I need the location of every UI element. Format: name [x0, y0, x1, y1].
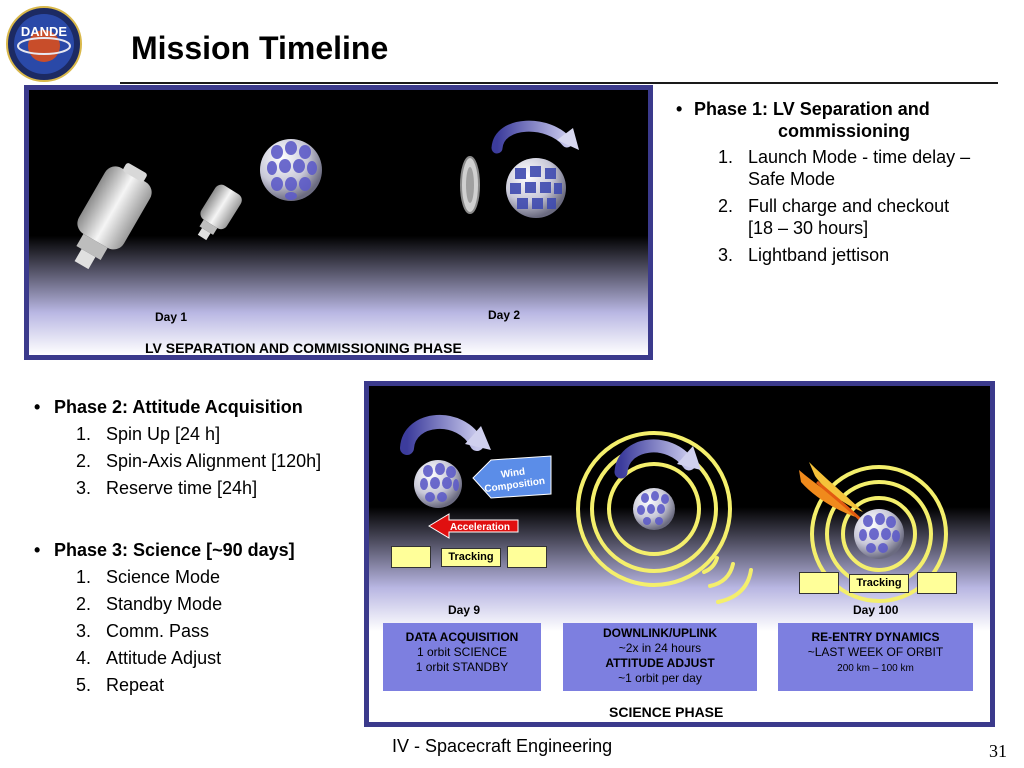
- dande-sphere-1: [260, 139, 322, 201]
- signal-waves-icon: [704, 558, 751, 602]
- science-phase-label: SCIENCE PHASE: [609, 704, 724, 720]
- dande-sphere-1: [414, 460, 462, 508]
- footer-text: IV - Spacecraft Engineering: [392, 736, 613, 756]
- day-100-label: Day 100: [853, 603, 899, 617]
- list-item: 3. Reserve time [24h]: [76, 478, 258, 498]
- phase-2-heading: Phase 2: Attitude Acquisition: [54, 397, 303, 417]
- list-item: 1. Launch Mode - time delay – Safe Mode: [718, 147, 971, 189]
- tracking-indicator-right: [507, 546, 547, 568]
- phase-1-heading-cont: commissioning: [778, 121, 911, 141]
- list-item: 1. Science Mode: [76, 567, 221, 587]
- list-item: 3. Lightband jettison: [718, 245, 890, 265]
- logo-text: DANDE: [20, 24, 68, 39]
- list-item: 1. Spin Up [24 h]: [76, 424, 221, 444]
- data-acquisition-box: DATA ACQUISITION 1 orbit SCIENCE 1 orbit STANDBY: [383, 623, 541, 691]
- dande-sphere-2: [506, 158, 566, 218]
- dande-logo: [4, 6, 84, 82]
- slide-title: Mission Timeline: [131, 30, 389, 66]
- dande-sphere-2: [633, 488, 675, 530]
- tracking-indicator-left: [799, 572, 839, 594]
- tracking-indicator-left: [391, 546, 431, 568]
- science-phase-panel: [364, 381, 995, 727]
- list-item: 2. Standby Mode: [76, 594, 223, 614]
- day-2-label: Day 2: [488, 308, 521, 322]
- phase-3-list: • Phase 3: Science [~90 days] 1. Science Mode 2. Standby Mode 3. Comm. Pass 4. Attitude Adjust 5. Repeat: [34, 539, 354, 701]
- launch-vehicle-small: [189, 182, 244, 245]
- rotation-arrow-icon: [497, 126, 579, 150]
- phase-3-heading: Phase 3: Science [~90 days]: [54, 540, 295, 560]
- reentry-dynamics-box: RE-ENTRY DYNAMICS ~LAST WEEK OF ORBIT 200 km – 100 km: [778, 623, 973, 691]
- rotation-arrow-icon: [407, 422, 491, 450]
- day-1-label: Day 1: [155, 310, 188, 324]
- lv-separation-illustration: [29, 90, 648, 355]
- acceleration-label: Acceleration: [450, 522, 511, 533]
- downlink-uplink-box: DOWNLINK/UPLINK ~2x in 24 hours ATTITUDE ADJUST ~1 orbit per day: [563, 623, 757, 691]
- launch-vehicle-large: [59, 155, 160, 278]
- list-item: 2. Spin-Axis Alignment [120h]: [76, 451, 322, 471]
- day-9-label: Day 9: [448, 603, 481, 617]
- tracking-label: Tracking: [849, 574, 909, 593]
- list-item: 2. Full charge and checkout [18 – 30 hours]: [718, 196, 950, 238]
- dande-sphere-3: [854, 509, 904, 559]
- list-item: 3. Comm. Pass: [76, 621, 210, 641]
- list-item: 5. Repeat: [76, 675, 165, 695]
- tracking-label: Tracking: [441, 548, 501, 567]
- phase-1-heading: Phase 1: LV Separation and: [694, 99, 930, 119]
- lv-separation-phase-label: LV SEPARATION AND COMMISSIONING PHASE: [145, 340, 462, 356]
- lightband-disk: [461, 157, 479, 213]
- lv-separation-panel: [24, 85, 653, 360]
- page-number: 31: [989, 741, 1007, 761]
- phase-1-list: • Phase 1: LV Separation and commissioning 1. Launch Mode - time delay – Safe Mode 2. Full charge and checkout [18 – 30 hours] 3. Lightband jettison: [676, 98, 996, 271]
- tracking-indicator-right: [917, 572, 957, 594]
- wind-composition-label: Wind Composition: [483, 466, 546, 496]
- title-rule: [120, 82, 998, 84]
- phase-2-list: • Phase 2: Attitude Acquisition 1. Spin Up [24 h] 2. Spin-Axis Alignment [120h] 3. Reserve time [24h]: [34, 396, 354, 504]
- list-item: 4. Attitude Adjust: [76, 648, 222, 668]
